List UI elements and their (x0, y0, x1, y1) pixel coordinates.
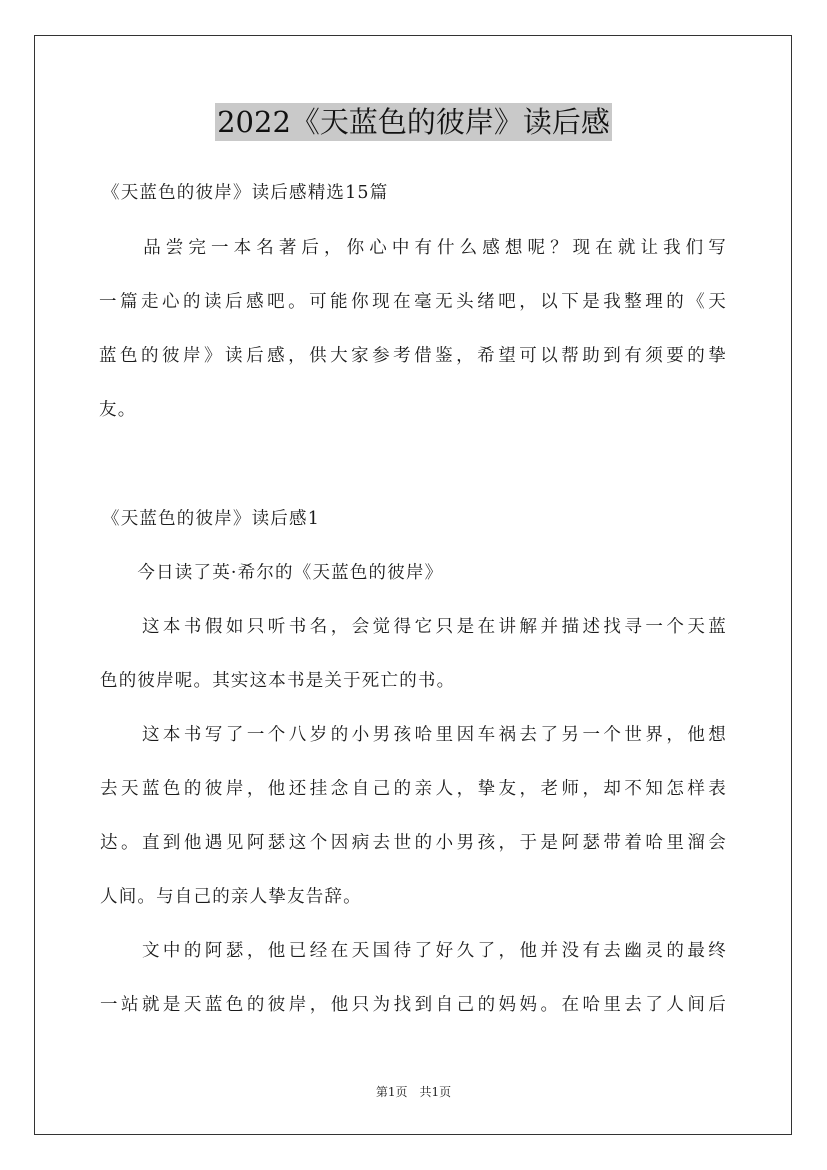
paragraph-line-8: 文中的阿瑟，他已经在天国待了好久了，他并没有去幽灵的最终 (100, 941, 727, 961)
section-heading-1: 《天蓝色的彼岸》读后感1 (102, 509, 321, 529)
subtitle-line: 《天蓝色的彼岸》读后感精选15篇 (102, 183, 389, 203)
intro-line-3: 蓝色的彼岸》读后感，供大家参考借鉴，希望可以帮助到有须要的挚 (99, 346, 727, 366)
intro-line-2: 一篇走心的读后感吧。可能你现在毫无头绪吧，以下是我整理的《天 (99, 292, 727, 312)
intro-line-1: 品尝完一本名著后，你心中有什么感想呢？现在就让我们写 (98, 238, 727, 258)
paragraph-line-3: 色的彼岸呢。其实这本书是关于死亡的书。 (100, 671, 456, 691)
document-title: 2022《天蓝色的彼岸》读后感 (217, 105, 610, 139)
paragraph-line-6: 达。直到他遇见阿瑟这个因病去世的小男孩，于是阿瑟带着哈里溜会 (100, 833, 727, 853)
paragraph-line-9: 一站就是天蓝色的彼岸，他只为找到自己的妈妈。在哈里去了人间后 (100, 995, 727, 1015)
paragraph-line-1: 今日读了英·希尔的《天蓝色的彼岸》 (100, 563, 444, 583)
intro-line-4: 友。 (99, 400, 137, 420)
page-footer: 第1页 共1页 (375, 1085, 452, 1099)
paragraph-line-4: 这本书写了一个八岁的小男孩哈里因车祸去了另一个世界，他想 (100, 725, 727, 745)
title-container (0, 103, 827, 141)
paragraph-line-7: 人间。与自己的亲人挚友告辞。 (100, 887, 362, 907)
paragraph-line-2: 这本书假如只听书名，会觉得它只是在讲解并描述找寻一个天蓝 (100, 617, 727, 637)
paragraph-line-5: 去天蓝色的彼岸，他还挂念自己的亲人，挚友，老师，却不知怎样表 (100, 779, 727, 799)
